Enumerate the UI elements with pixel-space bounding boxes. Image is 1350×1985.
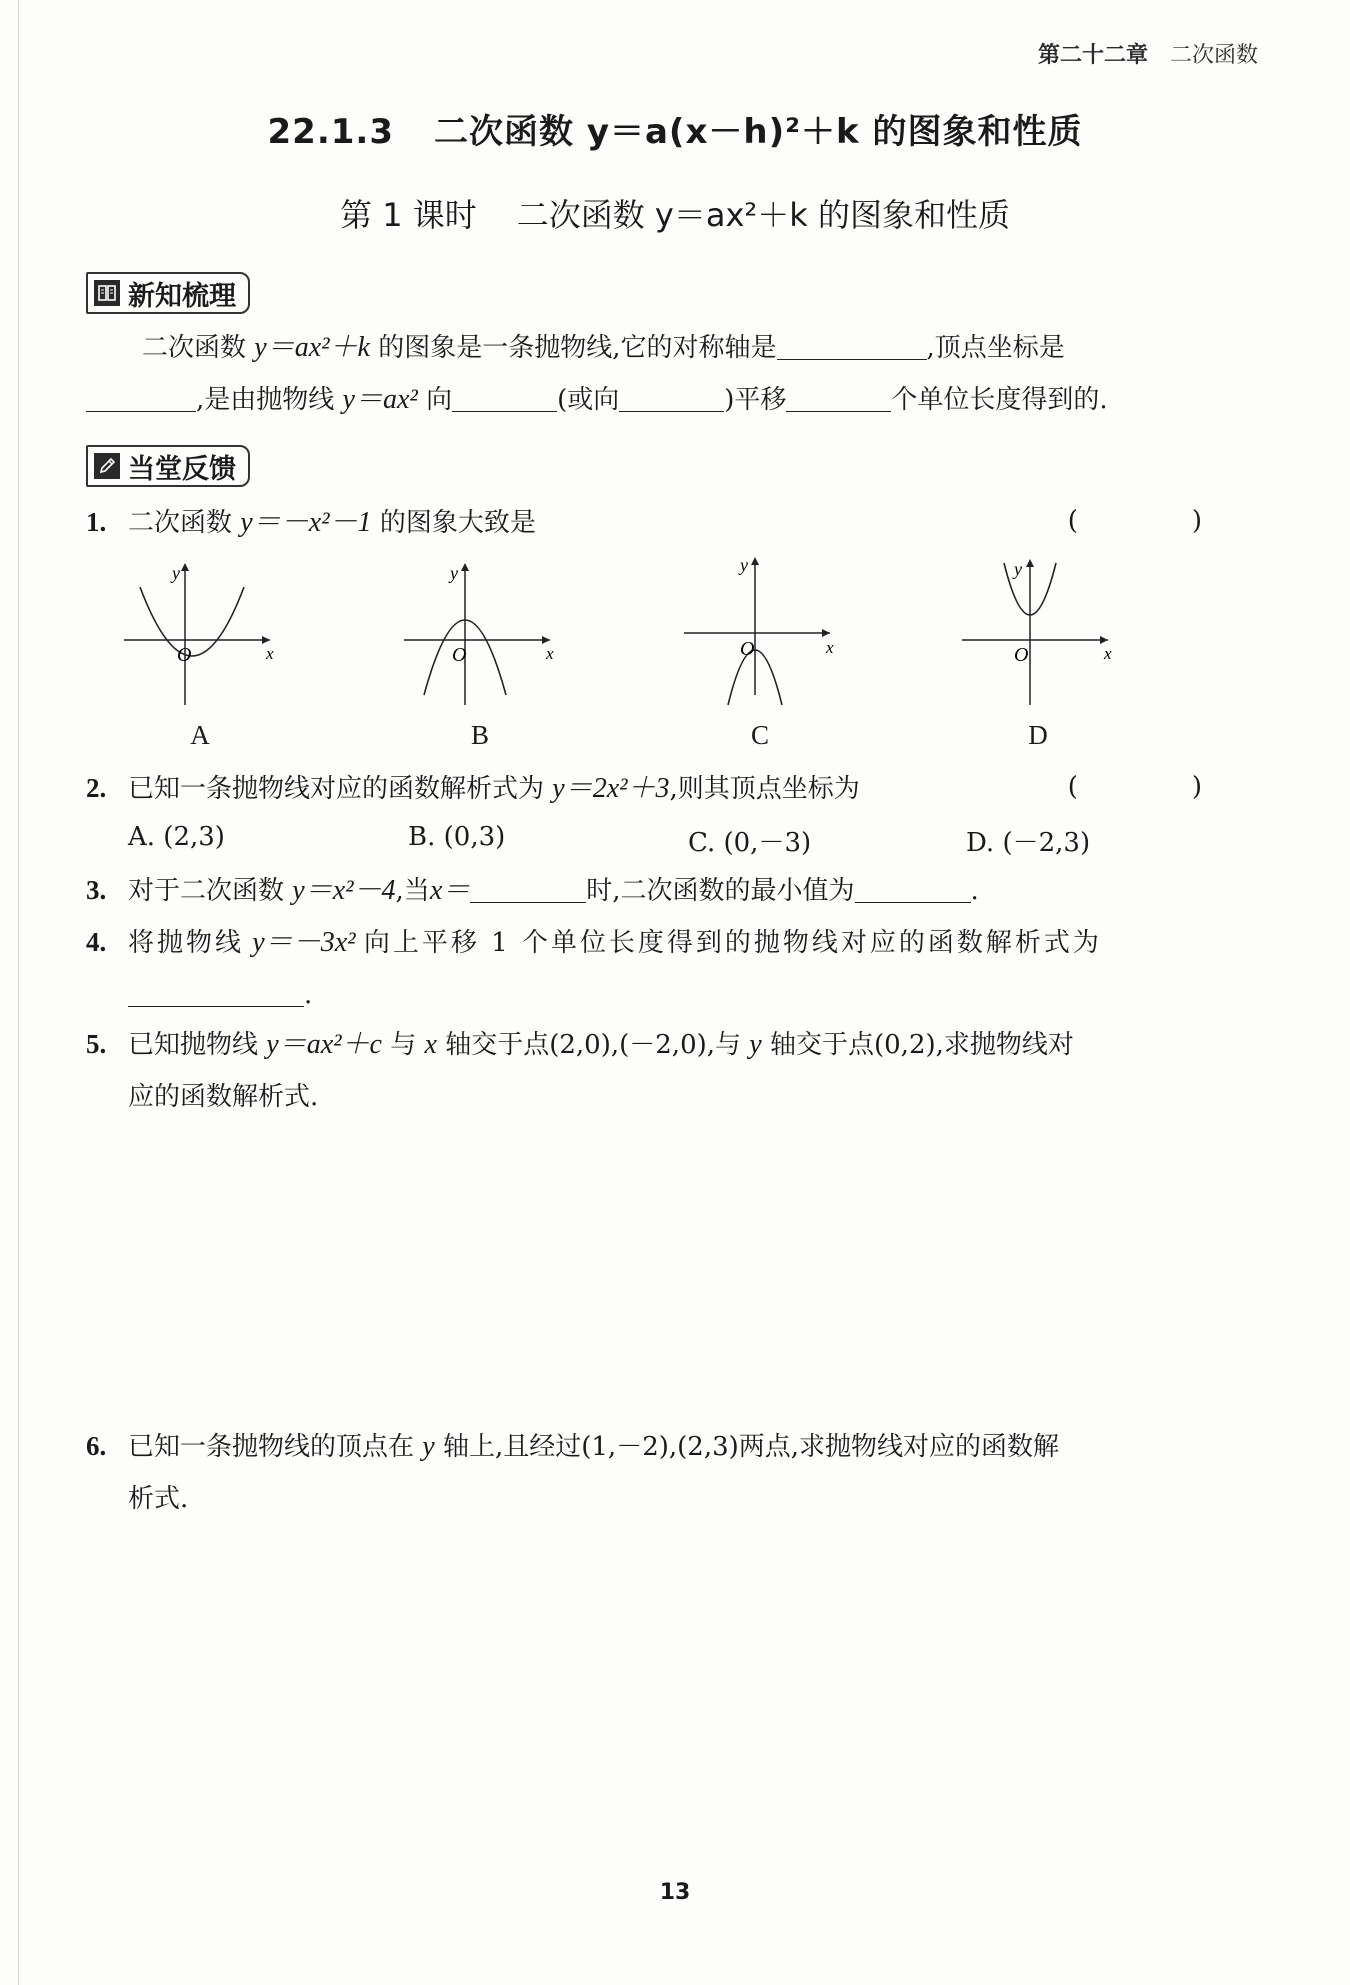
q5-math-3: y [749,1029,762,1060]
nk-text-8: 个单位长度得到的. [891,385,1108,415]
q5-math: y＝ax²＋c [266,1029,382,1060]
chapter-label: 第二十二章 [1037,43,1148,68]
q4-text-a: 将抛物线 [128,928,245,958]
q3-text-c: 时,二次函数的最小值为 [586,876,855,906]
question-number: 6. [86,1431,107,1461]
nk-text-7: )平移 [724,385,787,415]
section-label-feedback [86,445,250,487]
chapter-topic: 二次函数 [1169,43,1258,68]
blank-min-value[interactable] [855,872,971,903]
graph-b-plot [400,555,560,715]
nk-text-4: ,是由抛物线 [196,385,335,415]
nk-math-1: y＝ax²＋k [254,332,370,363]
q3-text-b: ,当 [395,876,430,906]
graph-d-x-label: x [1104,644,1112,663]
blank-units[interactable] [786,381,891,412]
answer-paren-q1[interactable]: ( ) [1067,506,1246,536]
q2-text-a: 已知一条抛物线对应的函数解析式为 [128,774,545,804]
nk-text-5: 向 [426,385,453,415]
graph-c-origin-label: O [740,638,755,660]
graph-c-y-label: y [740,555,748,575]
graph-option-b[interactable] [400,555,560,755]
q5-text-b: 与 [390,1030,417,1060]
graph-a-y-label: y [172,563,180,583]
question-number: 2. [86,773,107,803]
graph-b-origin-label: O [452,644,467,666]
q1-graph-options [120,555,1120,755]
blank-direction-2[interactable] [619,381,724,412]
choice-a[interactable]: A. (2,3) [128,822,225,852]
graph-d-y-label: y [1014,559,1022,579]
graph-d-plot [958,555,1118,715]
choice-d[interactable]: D. (－2,3) [966,828,1091,858]
section-title [0,104,1350,153]
question-4 [86,916,1246,1021]
graph-option-c[interactable] [680,555,840,755]
graph-a-plot [120,555,280,715]
nk-text-6: (或向 [557,385,620,415]
lesson-title [0,190,1350,236]
nk-text-2: 的图象是一条抛物线,它的对称轴是 [378,333,777,363]
running-header [1038,38,1258,69]
choice-c[interactable]: C. (0,－3) [688,828,812,858]
q6-math: y [422,1431,435,1462]
blank-direction-1[interactable] [452,381,557,412]
graph-c-x-label: x [826,638,834,657]
page-edge [18,0,19,1985]
q2-text-b: ,则其顶点坐标为 [669,774,860,804]
q5-text-e: 应的函数解析式. [128,1082,319,1112]
blank-axis[interactable] [777,329,927,360]
q5-text-a: 已知抛物线 [128,1030,259,1060]
graph-d-origin-label: O [1014,644,1029,666]
q4-text-c: . [304,980,313,1010]
page-number: 13 [659,1880,691,1905]
graph-option-d[interactable] [958,555,1118,755]
q5-text-d: 轴交于点(0,2),求抛物线对 [770,1030,1074,1060]
graph-b-y-label: y [450,563,458,583]
q5-text-c: 轴交于点(2,0),(－2,0),与 [445,1030,742,1060]
question-5 [86,1018,1246,1123]
question-number: 5. [86,1029,107,1059]
q6-text-a: 已知一条抛物线的顶点在 [128,1432,415,1462]
nk-text-1: 二次函数 [142,333,247,363]
book-icon [94,280,120,306]
q1-text-b: 的图象大致是 [379,508,536,538]
section-title-text: 二次函数 y＝a(x－h)²＋k 的图象和性质 [433,112,1083,152]
graph-a-origin-label: O [177,644,192,666]
q1-text-a: 二次函数 [128,508,233,538]
q3-text-a: 对于二次函数 [128,876,285,906]
blank-expression[interactable] [128,976,304,1007]
section-label-text: 新知梳理 [128,280,236,312]
q3-math-2: x＝ [429,875,471,906]
choice-b[interactable]: B. (0,3) [408,822,506,852]
graph-label-c: C [750,720,769,750]
question-6 [86,1420,1246,1525]
graph-a-x-label: x [266,644,274,663]
graph-label-b: B [470,720,489,750]
question-number: 3. [86,875,107,905]
question-number: 1. [86,507,107,537]
q5-math-2: x [424,1029,437,1060]
blank-vertex[interactable] [86,381,196,412]
question-3 [86,864,1246,917]
q3-text-d: . [970,876,979,906]
answer-paren-q2[interactable]: ( ) [1067,772,1246,802]
blank-x-value[interactable] [470,872,586,903]
section-number: 22.1.3 [267,112,394,152]
graph-c-plot [680,555,840,715]
pencil-icon [94,453,120,479]
section-label-new-knowledge [86,272,250,314]
q6-text-b: 轴上,且经过(1,－2),(2,3)两点,求抛物线对应的函数解 [442,1432,1060,1462]
question-number: 4. [86,927,107,957]
q3-math: y＝x²－4 [292,875,396,906]
q4-math: y＝－3x² [252,927,356,958]
q6-text-c: 析式. [128,1484,189,1514]
nk-text-3: ,顶点坐标是 [926,333,1065,363]
section-label-text: 当堂反馈 [128,453,236,485]
new-knowledge-paragraph [86,322,1246,426]
lesson-number: 第 1 课时 [340,196,477,234]
graph-label-a: A [190,720,210,750]
q4-text-b: 向上平移 1 个单位长度得到的抛物线对应的函数解析式为 [363,928,1102,958]
graph-option-a[interactable] [120,555,280,755]
graph-b-x-label: x [546,644,554,663]
q2-math: y＝2x²＋3 [552,773,670,804]
nk-math-2: y＝ax² [342,384,418,415]
lesson-title-text: 二次函数 y＝ax²＋k 的图象和性质 [516,196,1010,234]
q1-math: y＝－x²－1 [240,507,372,538]
graph-label-d: D [1028,720,1048,750]
